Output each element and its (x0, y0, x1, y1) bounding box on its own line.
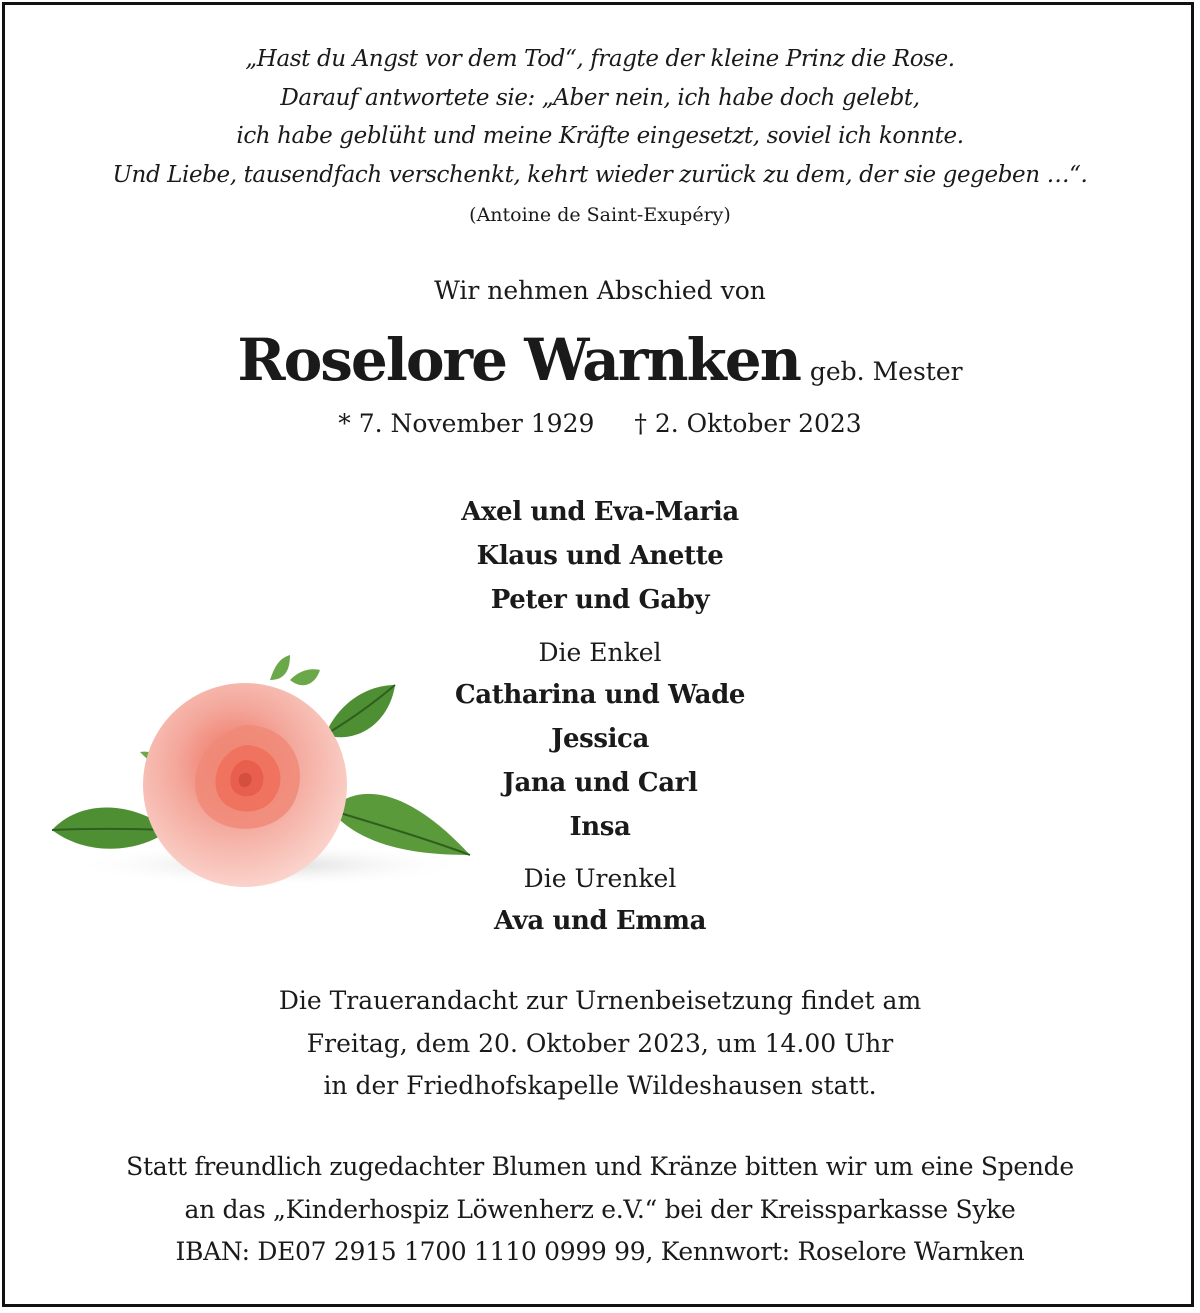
quote-line: Und Liebe, tausendfach verschenkt, kehrt wieder zurück zu dem, der sie gegeben …“. (112, 161, 1088, 188)
child-entry: Axel und Eva-Maria (461, 497, 739, 527)
great-grandchild-entry: Ava und Emma (493, 906, 707, 936)
quote-line: „Hast du Angst vor dem Tod“, fragte der kleine Prinz die Rose. (245, 46, 955, 72)
birth-date: * 7. November 1929 (338, 409, 595, 438)
grandchild-entry: Jana und Carl (502, 768, 698, 798)
service-line: Die Trauerandacht zur Urnenbeisetzung findet am (278, 986, 922, 1015)
quote-line: ich habe geblüht und meine Kräfte eingesetzt, soviel ich konnte. (236, 123, 964, 149)
grandchild-entry: Insa (569, 812, 631, 842)
quote-author: (Antoine de Saint-Exupéry) (469, 204, 731, 226)
deceased-name-row (0, 326, 1200, 394)
quote-block (0, 40, 1200, 194)
grandchildren-label: Die Enkel (538, 638, 662, 667)
donation-line: IBAN: DE07 2915 1700 1110 0999 99, Kennwort: Roselore Warnken (175, 1237, 1025, 1266)
donation-line: an das „Kinderhospiz Löwenherz e.V.“ bei der Kreissparkasse Syke (184, 1194, 1016, 1224)
maiden-name: geb. Mester (809, 357, 963, 386)
deceased-name: Roselore Warnken (237, 326, 800, 394)
great-grandchildren-label: Die Urenkel (523, 864, 677, 893)
child-entry: Peter und Gaby (490, 585, 710, 615)
child-entry: Klaus und Anette (476, 541, 724, 571)
service-line: in der Friedhofskapelle Wildeshausen statt. (323, 1071, 877, 1100)
quote-line: Darauf antwortete sie: „Aber nein, ich habe doch gelebt, (280, 84, 920, 111)
donation-line: Statt freundlich zugedachter Blumen und Kränze bitten wir um eine Spende (126, 1152, 1074, 1181)
life-dates (0, 409, 1200, 438)
donation-info (0, 1146, 1200, 1274)
service-line: Freitag, dem 20. Oktober 2023, um 14.00 Uhr (306, 1028, 894, 1058)
service-info (0, 980, 1200, 1108)
grandchild-entry: Jessica (551, 724, 649, 754)
death-date: † 2. Oktober 2023 (634, 409, 862, 438)
grandchild-entry: Catharina und Wade (454, 680, 746, 710)
farewell-intro: Wir nehmen Abschied von (434, 276, 766, 305)
